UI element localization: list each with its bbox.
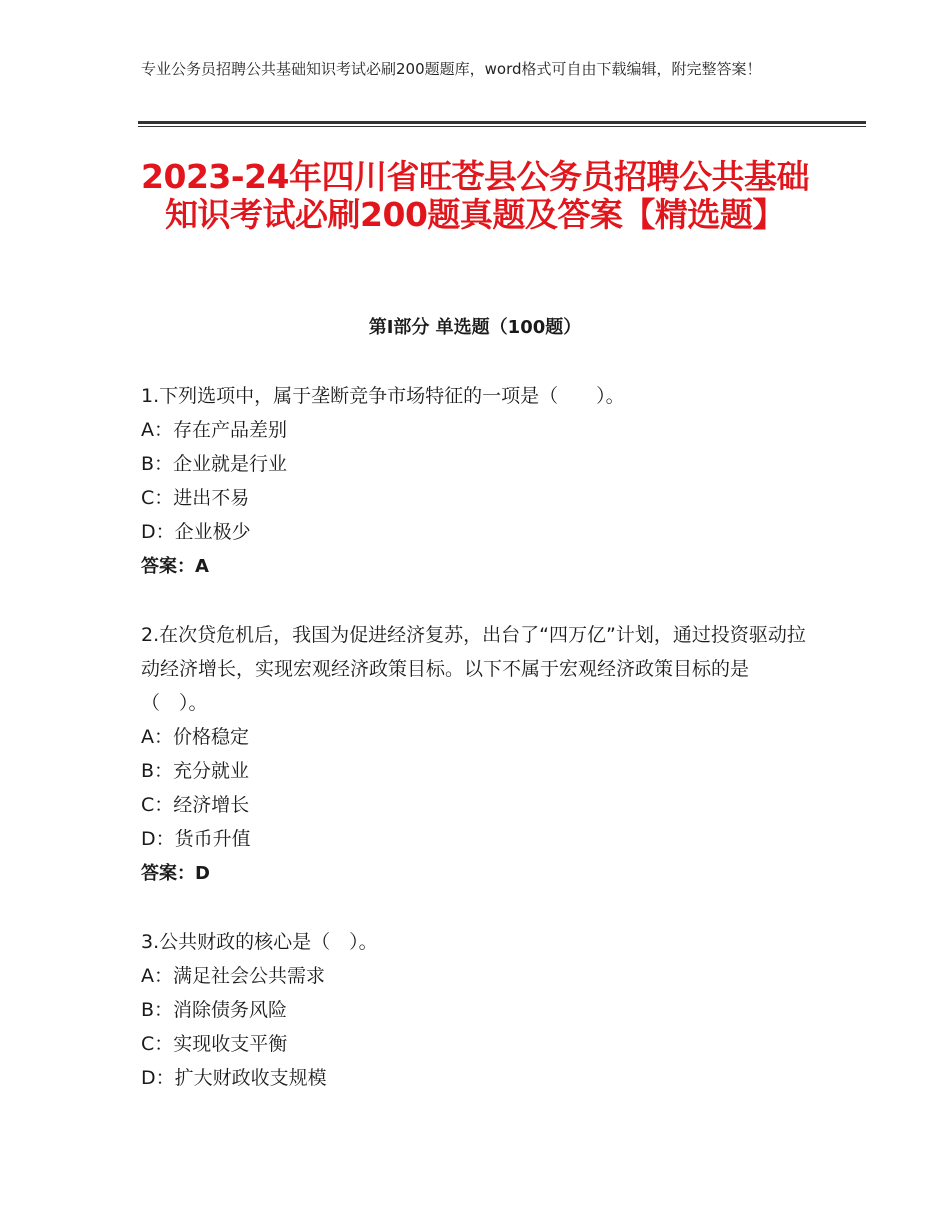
question-2-answer: 答案：D	[141, 863, 210, 884]
question-1-answer: 答案：A	[141, 556, 209, 577]
header-note: 专业公务员招聘公共基础知识考试必刷200题题库，word格式可自由下载编辑，附完整答案！	[141, 60, 762, 78]
header-rule-thick	[138, 121, 866, 124]
question-2-option-d: D：货币升值	[141, 828, 251, 850]
question-2-option-a: A：价格稳定	[141, 726, 249, 748]
header-rule-thin	[138, 126, 866, 127]
question-1-option-a: A：存在产品差别	[141, 419, 287, 441]
question-1-option-d: D：企业极少	[141, 521, 251, 543]
question-2-option-c: C：经济增长	[141, 794, 250, 816]
question-2-option-b: B：充分就业	[141, 760, 250, 782]
question-1-stem: 1.下列选项中，属于垄断竞争市场特征的一项是（ ）。	[141, 385, 625, 407]
question-1-option-b: B：企业就是行业	[141, 453, 288, 475]
question-3-stem: 3.公共财政的核心是（ ）。	[141, 931, 378, 953]
question-3-option-d: D：扩大财政收支规模	[141, 1067, 327, 1089]
section-title: 第I部分 单选题（100题）	[368, 317, 582, 338]
question-3-option-c: C：实现收支平衡	[141, 1033, 288, 1055]
question-3-option-b: B：消除债务风险	[141, 999, 288, 1021]
question-1-option-c: C：进出不易	[141, 487, 250, 509]
question-2-stem: 2.在次贷危机后，我国为促进经济复苏，出台了“四万亿”计划，通过投资驱动拉动经济增长，实现宏观经济政策目标。以下不属于宏观经济政策目标的是（ ）。	[141, 624, 806, 714]
question-3-option-a: A：满足社会公共需求	[141, 965, 325, 987]
document-title: 2023-24年四川省旺苍县公务员招聘公共基础知识考试必刷200题真题及答案【精选题】	[141, 157, 809, 234]
